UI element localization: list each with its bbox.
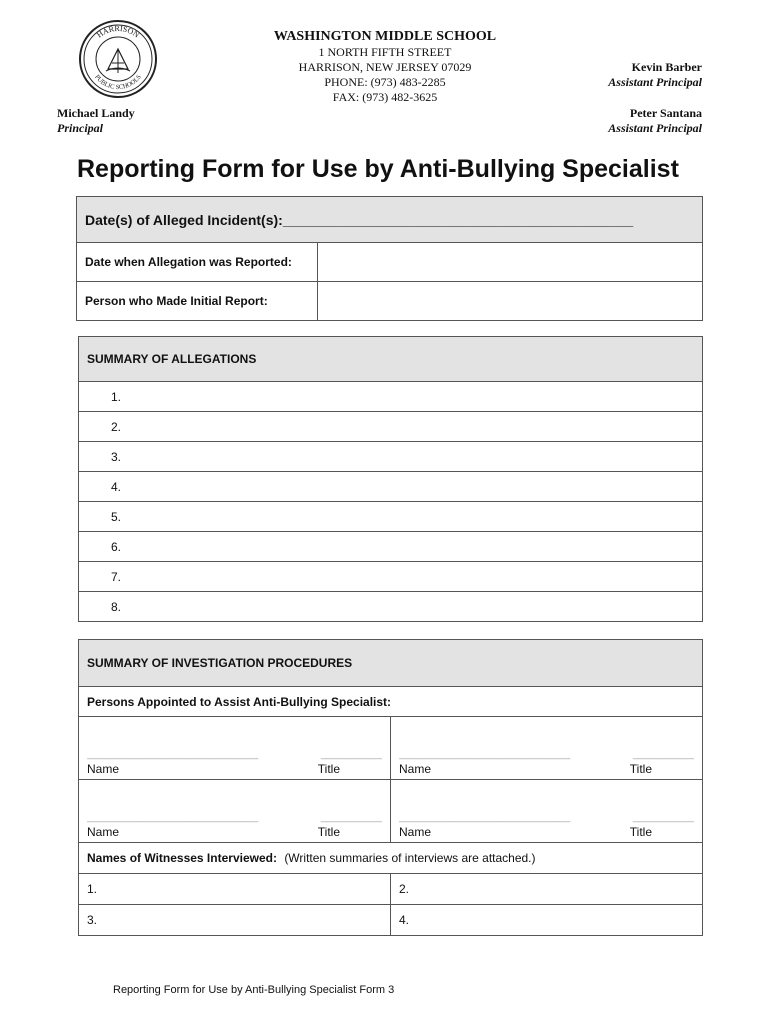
allegation-row[interactable]: 2. [79,412,703,442]
principal-title: Principal [57,121,104,135]
appointee-signature-cell[interactable]: ____________________________ __________ Name Title [79,780,391,843]
witnesses-note: (Written summaries of interviews are attached.) [284,851,536,865]
page-footer: Reporting Form for Use by Anti-Bullying Specialist Form 3 [113,984,395,996]
title-label: Title [629,825,652,839]
fax-line: FAX: (973) 482-3625 [332,90,438,104]
appointed-persons-label: Persons Appointed to Assist Anti-Bullying Specialist: [79,687,703,717]
allegation-row[interactable]: 4. [79,472,703,502]
school-name: WASHINGTON MIDDLE SCHOOL [273,29,497,44]
title-label: Title [317,762,340,776]
witness-cell[interactable]: 1. [79,874,391,905]
date-reported-input[interactable] [318,243,703,282]
incident-dates-field[interactable]: Date(s) of Alleged Incident(s):_____________________________________________ [77,197,703,243]
appointee-signature-cell[interactable]: ____________________________ __________ Name Title [79,717,391,780]
investigation-header: SUMMARY OF INVESTIGATION PROCEDURES [79,640,703,687]
appointee-signature-cell[interactable]: ____________________________ __________ Name Title [391,780,703,843]
principal-name: Michael Landy [57,106,135,120]
witness-cell[interactable]: 4. [391,905,703,936]
initial-reporter-input[interactable] [318,282,703,321]
appointee-signature-cell[interactable]: ____________________________ __________ Name Title [391,717,703,780]
svg-text:HARRISON: HARRISON [95,23,141,40]
school-address-block [230,28,540,105]
address-line-2: HARRISON, NEW JERSEY 07029 [298,60,472,74]
allegation-row[interactable]: 8. [79,592,703,622]
witness-cell[interactable]: 2. [391,874,703,905]
date-reported-label: Date when Allegation was Reported: [77,243,318,282]
allegations-table [78,336,703,622]
allegations-header: SUMMARY OF ALLEGATIONS [79,337,703,382]
ap2-title: Assistant Principal [608,121,702,135]
incident-info-table [76,196,703,321]
allegation-row[interactable]: 6. [79,532,703,562]
ap1-name: Kevin Barber [631,60,702,74]
principal-block [57,106,135,136]
witness-cell[interactable]: 3. [79,905,391,936]
title-label: Title [629,762,652,776]
name-label: Name [87,825,120,839]
allegation-row[interactable]: 1. [79,382,703,412]
name-label: Name [399,762,432,776]
form-title: Reporting Form for Use by Anti-Bullying Specialist [77,155,679,183]
assistant-principal-2-block [608,106,702,136]
investigation-table [78,639,703,936]
address-line-1: 1 NORTH FIFTH STREET [318,45,452,59]
school-seal-logo [78,19,158,99]
ap2-name: Peter Santana [629,106,702,120]
assistant-principal-1-block [608,60,702,90]
allegation-row[interactable]: 7. [79,562,703,592]
witnesses-label-row [79,843,703,874]
ap1-title: Assistant Principal [608,75,702,89]
allegation-row[interactable]: 5. [79,502,703,532]
name-label: Name [87,762,120,776]
title-label: Title [317,825,340,839]
name-label: Name [399,825,432,839]
witnesses-label: Names of Witnesses Interviewed: [87,851,277,865]
phone-line: PHONE: (973) 483-2285 [324,75,446,89]
allegation-row[interactable]: 3. [79,442,703,472]
svg-text:PUBLIC SCHOOLS: PUBLIC SCHOOLS [93,73,143,92]
initial-reporter-label: Person who Made Initial Report: [77,282,318,321]
